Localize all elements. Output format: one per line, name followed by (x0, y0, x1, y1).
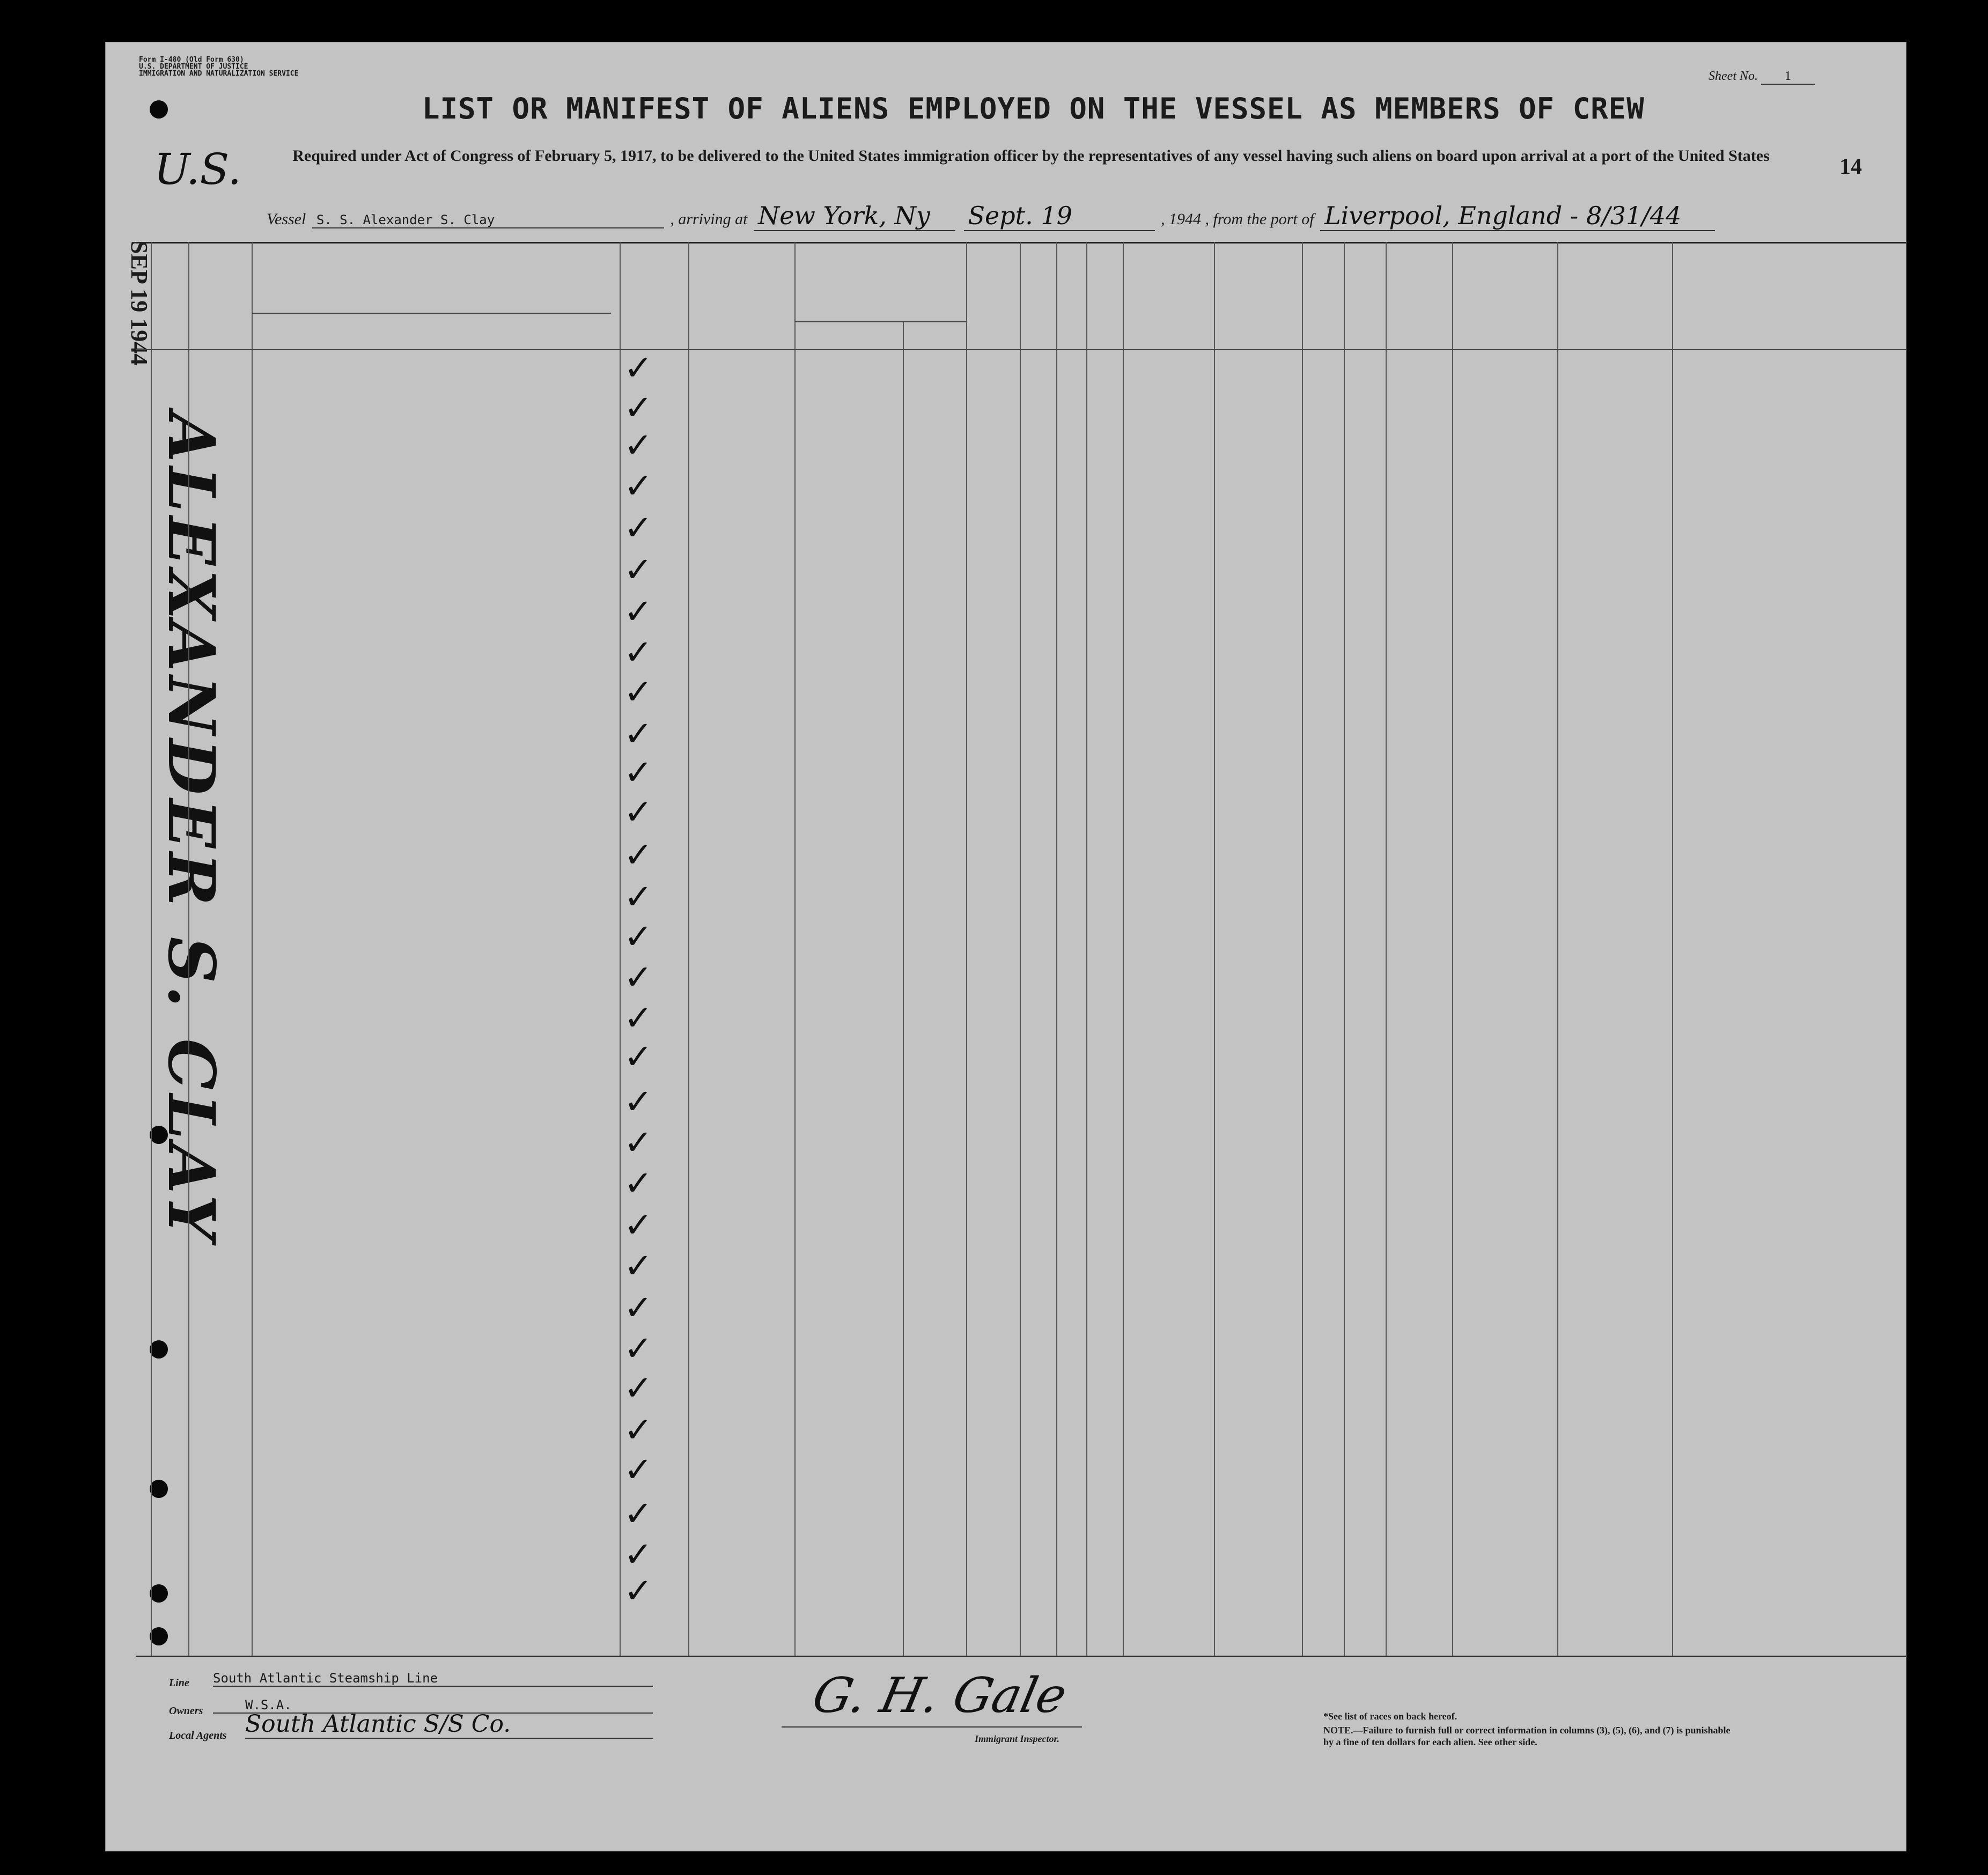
form-info (139, 56, 298, 77)
column-rule (794, 242, 796, 1656)
check-mark: ✓ (624, 836, 653, 875)
column-rule (1056, 242, 1057, 1656)
form-number: Form I-480 (Old Form 630) (139, 56, 244, 64)
header-subrule (252, 313, 611, 314)
check-mark: ✓ (624, 508, 653, 548)
column-rule (620, 242, 621, 1656)
sheet-number (1709, 69, 1815, 85)
check-mark: ✓ (624, 592, 653, 632)
check-mark: ✓ (624, 1082, 653, 1122)
header-subrule (794, 321, 966, 322)
check-mark: ✓ (624, 917, 653, 957)
from-label: , from the port of (1205, 210, 1314, 228)
check-mark: ✓ (624, 1329, 653, 1369)
arriving-label: , arriving at (670, 210, 748, 228)
department: U.S. DEPARTMENT OF JUSTICE (139, 63, 248, 71)
column-rule (688, 242, 689, 1656)
page-title: LIST OR MANIFEST OF ALIENS EMPLOYED ON THE VESSEL AS MEMBERS OF CREW (422, 92, 1645, 126)
check-mark: ✓ (624, 1164, 653, 1204)
inspector-label: Immigrant Inspector. (975, 1733, 1060, 1744)
check-mark: ✓ (624, 426, 653, 466)
penalty-note: NOTE.—Failure to furnish full or correct information in columns (3), (5), (6), and (7) is punishable by a fine of ten dollars for each alien. See other side. (1323, 1725, 1731, 1747)
agents-label: Local Agents (169, 1730, 227, 1741)
punch-hole (150, 100, 168, 119)
check-mark: ✓ (624, 388, 653, 428)
arriving-date: Sept. 19 (964, 201, 1155, 231)
owners-value: W.S.A. (213, 1697, 653, 1714)
header-rule (136, 349, 1906, 350)
check-mark: ✓ (624, 633, 653, 673)
table-top-rule (136, 242, 1906, 243)
punch-hole (150, 1480, 168, 1498)
check-mark: ✓ (624, 1206, 653, 1245)
vessel-label: Vessel (267, 210, 306, 228)
punch-hole (150, 1627, 168, 1645)
table-bottom-rule (136, 1656, 1906, 1657)
service: IMMIGRATION AND NATURALIZATION SERVICE (139, 70, 299, 78)
check-mark: ✓ (624, 550, 653, 590)
column-rule (1214, 242, 1215, 1656)
check-mark: ✓ (624, 1450, 653, 1490)
check-mark: ✓ (624, 1288, 653, 1328)
sheet-value: 1 (1761, 69, 1815, 85)
agents-value: South Atlantic S/S Co. (245, 1710, 653, 1739)
vessel-name: S. S. Alexander S. Clay (312, 212, 664, 228)
arriving-year: , 1944 (1161, 210, 1201, 228)
check-mark: ✓ (624, 1123, 653, 1163)
column-rule (188, 242, 189, 1656)
check-mark: ✓ (624, 1535, 653, 1575)
check-mark: ✓ (624, 1037, 653, 1077)
check-mark: ✓ (624, 793, 653, 832)
line-value: South Atlantic Steamship Line (213, 1671, 653, 1687)
check-mark: ✓ (624, 349, 653, 388)
check-mark: ✓ (624, 467, 653, 506)
departure-port: Liverpool, England - 8/31/44 (1320, 201, 1715, 231)
check-mark: ✓ (624, 999, 653, 1038)
page-number: 14 (1839, 154, 1862, 179)
punch-hole (150, 1340, 168, 1359)
vessel-handwritten: ALEXANDER S. CLAY (153, 412, 229, 1245)
column-rule (151, 242, 152, 1656)
column-rule (903, 321, 904, 1656)
column-rule (1344, 242, 1345, 1656)
column-rule (1302, 242, 1303, 1656)
line-label: Line (169, 1677, 189, 1689)
column-rule (966, 242, 967, 1656)
column-rule (1672, 242, 1673, 1656)
signature-line (782, 1726, 1082, 1728)
check-mark: ✓ (624, 1369, 653, 1408)
vessel-line (267, 201, 1717, 231)
inspector-signature: G. H. Gale (807, 1667, 1072, 1724)
check-mark: ✓ (624, 753, 653, 793)
arriving-port: New York, Ny (754, 201, 955, 231)
column-rule (1123, 242, 1124, 1656)
check-mark: ✓ (624, 877, 653, 917)
column-rule (1452, 242, 1453, 1656)
check-mark: ✓ (624, 673, 653, 712)
owners-label: Owners (169, 1705, 203, 1717)
page-subtitle: Required under Act of Congress of February 5, 1917, to be delivered to the United States immigration officer by the representatives of any vessel having such aliens on board upon arrival at a port of the United States (292, 147, 1770, 165)
check-mark: ✓ (624, 1571, 653, 1611)
margin-mark: U.S. (154, 144, 241, 194)
column-rule (1557, 242, 1558, 1656)
column-rule (252, 242, 253, 1656)
check-mark: ✓ (624, 1246, 653, 1286)
punch-hole (150, 1584, 168, 1603)
column-rule (1086, 242, 1087, 1656)
date-stamp: SEP 19 1944 (126, 241, 152, 366)
sheet-label: Sheet No. (1709, 69, 1758, 83)
race-note: *See list of races on back hereof. (1323, 1711, 1457, 1722)
check-mark: ✓ (624, 714, 653, 754)
check-mark: ✓ (624, 958, 653, 998)
check-mark: ✓ (624, 1411, 653, 1450)
column-rule (1020, 242, 1021, 1656)
manifest-page (105, 42, 1906, 1851)
column-rule (1386, 242, 1387, 1656)
check-mark: ✓ (624, 1494, 653, 1534)
